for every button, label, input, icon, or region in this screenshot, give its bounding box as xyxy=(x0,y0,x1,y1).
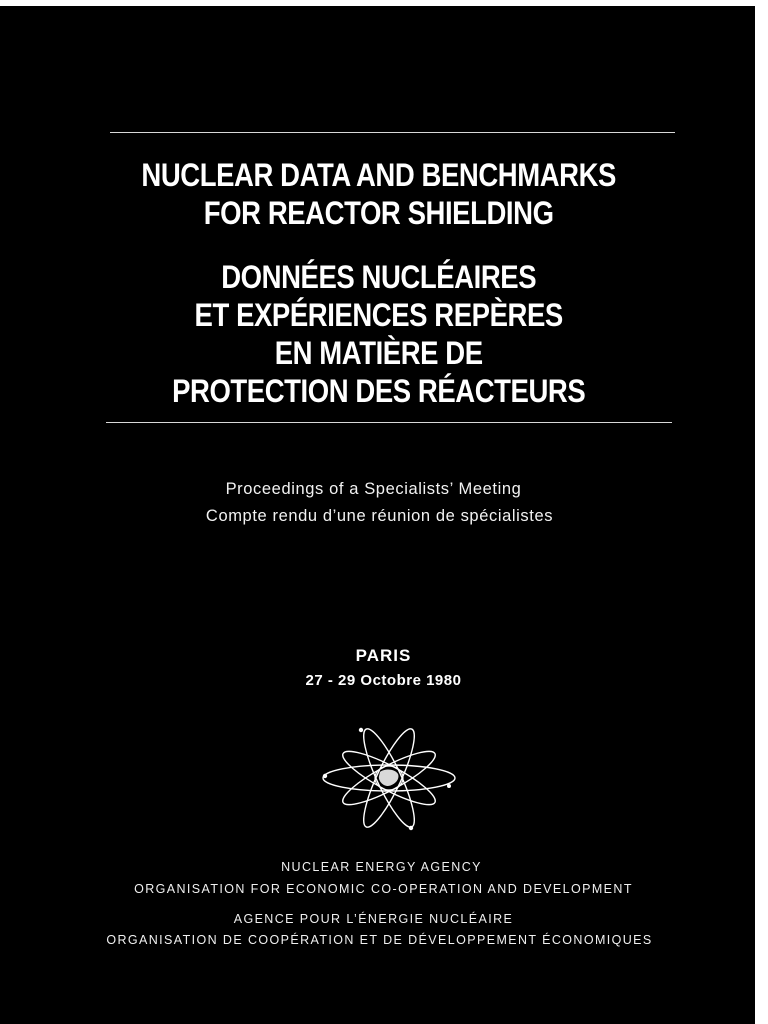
report-cover xyxy=(0,6,755,1024)
oecd-french: ORGANISATION DE COOPÉRATION ET DE DÉVELOPPEMENT ÉCONOMIQUES xyxy=(106,933,653,947)
title-line: FOR REACTOR SHIELDING xyxy=(203,195,554,231)
title-line: DONNÉES NUCLÉAIRES xyxy=(221,259,537,295)
electron-dot xyxy=(323,774,327,778)
electron-dot xyxy=(359,728,363,732)
subtitle-english: Proceedings of a Specialists’ Meeting xyxy=(225,480,522,498)
electron-dot xyxy=(447,784,451,788)
oecd-english: ORGANISATION FOR ECONOMIC CO-OPERATION AND DEVELOPMENT xyxy=(134,882,633,896)
scan-margin-mark xyxy=(0,488,3,502)
subtitle-french: Compte rendu d’une réunion de spécialistes xyxy=(205,507,554,525)
bottom-divider xyxy=(106,422,672,423)
title-line: NUCLEAR DATA AND BENCHMARKS xyxy=(141,157,616,193)
title-line: EN MATIÈRE DE xyxy=(274,335,483,371)
globe-landmass xyxy=(379,770,399,786)
title-line: ET EXPÉRIENCES REPÈRES xyxy=(194,297,563,333)
title-line: PROTECTION DES RÉACTEURS xyxy=(172,373,586,409)
agency-english: NUCLEAR ENERGY AGENCY xyxy=(281,860,482,874)
electron-dot xyxy=(409,826,413,830)
english-title xyxy=(54,156,703,232)
agency-french: AGENCE POUR L’ÉNERGIE NUCLÉAIRE xyxy=(233,912,514,926)
french-title xyxy=(54,258,703,410)
meeting-date: 27 - 29 Octobre 1980 xyxy=(305,672,462,689)
atom-globe-emblem-icon xyxy=(316,722,462,834)
top-divider xyxy=(110,132,675,133)
meeting-city: PARIS xyxy=(355,646,412,665)
